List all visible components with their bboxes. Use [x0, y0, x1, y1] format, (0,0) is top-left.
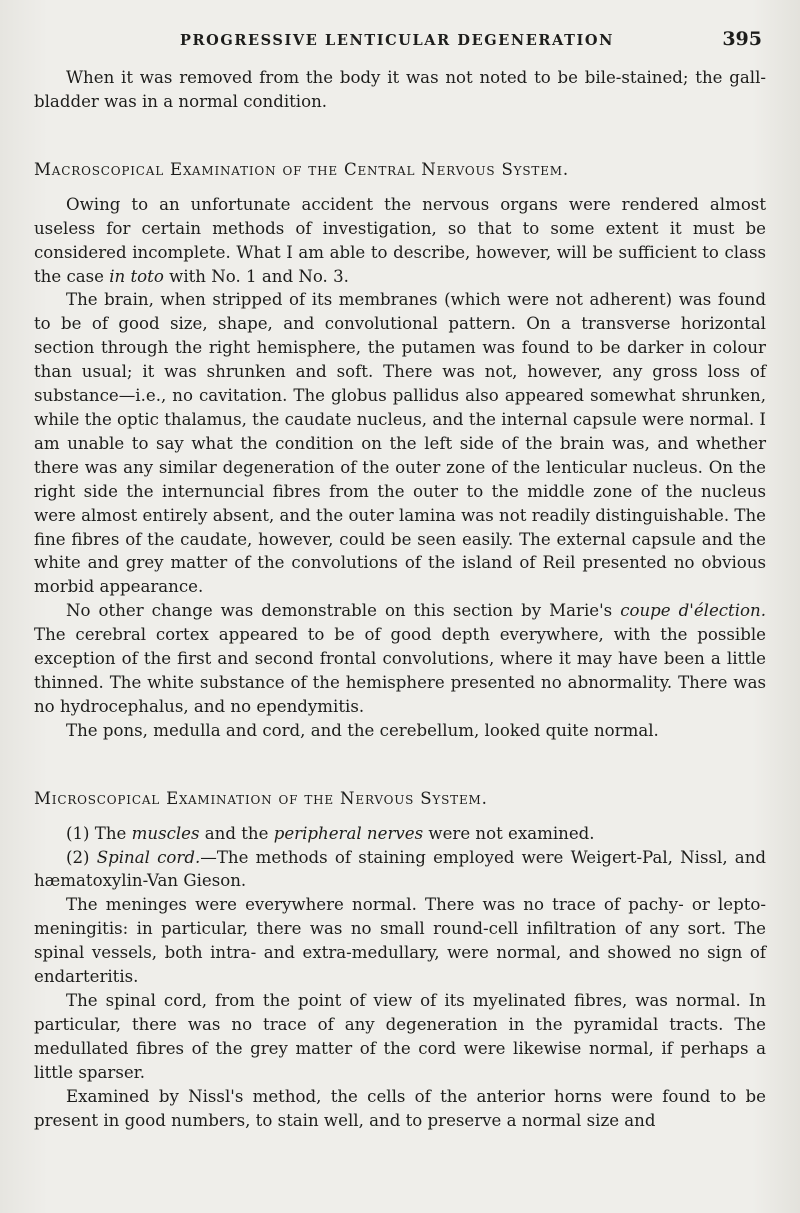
running-title: PROGRESSIVE LENTICULAR DEGENERATION [180, 32, 614, 49]
italic-phrase: coupe d'élection. [620, 601, 766, 621]
item-spinal-cord [34, 846, 766, 894]
paragraph-pons: The pons, medulla and cord, and the cerebellum, looked quite normal. [66, 720, 659, 740]
intro-paragraph: When it was removed from the body it was not noted to be bile-stained; the gall-bladder was in a normal condition. [34, 68, 766, 111]
text-run: Owing to an unfortunate accident the nervous organs were rendered almost useless for certain methods of investigation, so that to some extent it must be considered incomplete. What I am able to describe, however, will be sufficient to class the case [34, 194, 766, 286]
text-run: (2) [66, 847, 97, 867]
paragraph-accident [34, 193, 766, 289]
text-run: —The methods of staining employed were Weigert-Pal, Nissl, and hæmatoxylin-Van Gieson. [34, 847, 767, 891]
text-run: The cerebral cortex appeared to be of good depth everywhere, with the possible exception of the first and second frontal convolutions, where it may have been a little thinned. The white substance of the hemisphere presented no abnormality. There was no hydrocephalus, and no ependymitis. [34, 625, 766, 716]
paragraph-meninges: The meninges were everywhere normal. There was no trace of pachy- or lepto-meningitis: in particular, there was no small round-cell infiltration of any sort. The spinal vessels, both intra- and extra-medullary, were normal, and showed no sign of endarteritis. [34, 895, 766, 987]
running-header [180, 28, 766, 56]
item-muscles [34, 822, 766, 846]
text-run: were not examined. [423, 823, 595, 843]
italic-phrase: Spinal cord. [96, 847, 201, 867]
italic-phrase: in toto [109, 266, 164, 286]
italic-phrase: peripheral nerves [273, 823, 424, 843]
section-heading-macroscopical: Macroscopical Examination of the Central Nervous System. [34, 159, 569, 179]
section-heading-microscopical: Microscopical Examination of the Nervous System. [34, 788, 488, 808]
italic-phrase: muscles [131, 823, 200, 843]
paragraph-spinal-fibres: The spinal cord, from the point of view of its myelinated fibres, was normal. In particular, there was no trace of any degeneration in the pyramidal tracts. The medullated fibres of the grey matter of the cord were likewise normal, if perhaps a little sparser. [34, 991, 766, 1082]
text-run: and the [199, 823, 274, 843]
page-number: 395 [722, 28, 762, 50]
paragraph-brain: The brain, when stripped of its membranes (which were not adherent) was found to be of good size, shape, and convolutional pattern. On a transverse horizontal section through the right hemisphere, the putamen was found to be darker in colour than usual; it was shrunken and soft. There was not, however, any gross loss of substance—i.e., no cavitation. The globus pallidus also appeared somewhat shrunken, while the optic thalamus, the caudate nucleus, and the internal capsule were normal. I am unable to say what the condition on the left side of the brain was, and whether there was any similar degeneration of the outer zone of the lenticular nucleus. On the right side the internuncial fibres from the outer to the middle zone of the nucleus were almost entirely absent, and the outer lamina was not readily distinguishable. The fine fibres of the caudate, however, could be seen easily. The external capsule and the white and grey matter of the convolutions of the island of Reil presented no obvious morbid appearance. [34, 290, 766, 597]
text-run: (1) The [66, 823, 132, 843]
text-run: No other change was demonstrable on this section by Marie's [66, 601, 621, 621]
paragraph-nissl: Examined by Nissl's method, the cells of the anterior horns were found to be present in good numbers, to stain well, and to preserve a normal size and [34, 1086, 766, 1130]
paragraph-other-change [34, 599, 766, 719]
text-run: with No. 1 and No. 3. [163, 266, 349, 286]
